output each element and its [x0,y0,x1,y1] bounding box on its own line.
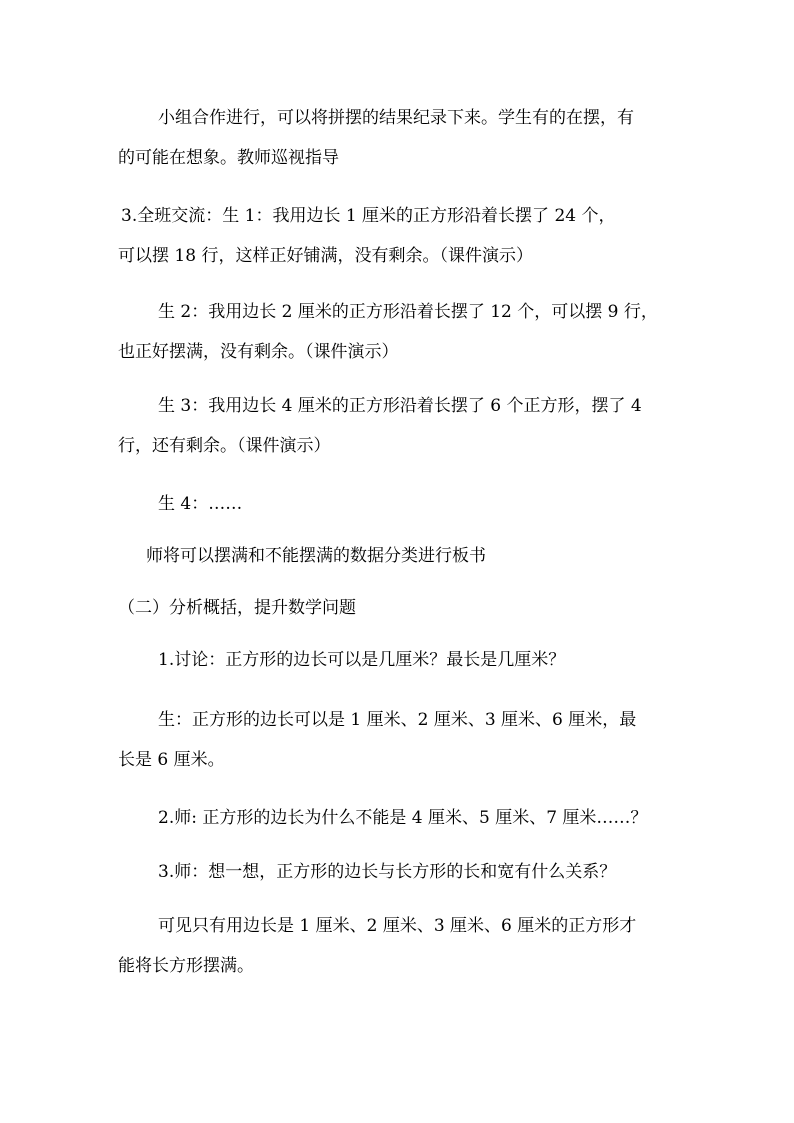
text-line: 小组合作进行，可以将拼摆的结果纪录下来。学生有的在摆，有 [158,108,634,128]
text-line: 3.全班交流：生 1：我用边长 1 厘米的正方形沿着长摆了 24 个， [121,206,616,226]
paragraph-student-4 [118,484,698,524]
text-line: 3.师：想一想，正方形的边长与长方形的长和宽有什么关系？ [158,862,617,882]
paragraph-conclusion [118,906,698,986]
text-line: 可见只有用边长是 1 厘米、2 厘米、3 厘米、6 厘米的正方形才 [158,916,637,936]
text-line: 行，还有剩余。（课件演示） [118,436,331,456]
paragraph-student-2 [118,292,698,372]
text-line: 生 2：我用边长 2 厘米的正方形沿着长摆了 12 个，可以摆 9 行， [158,302,658,322]
text-line: 师将可以摆满和不能摆满的数据分类进行板书 [146,546,486,566]
paragraph-discussion [118,640,698,680]
paragraph-student-answer [118,700,698,780]
section-heading [118,588,698,628]
paragraph-teacher-question-2 [118,798,698,838]
paragraph-group-work [118,98,698,178]
text-line: （二）分析概括，提升数学问题 [118,598,356,618]
paragraph-teacher-board [118,536,698,576]
paragraph-teacher-question-3 [118,852,698,892]
text-line: 能将长方形摆满。 [118,956,254,976]
text-line: 可以摆 18 行，这样正好铺满，没有剩余。（课件演示） [118,246,533,266]
text-line: 也正好摆满，没有剩余。（课件演示） [118,342,399,362]
paragraph-class-exchange [118,196,698,276]
text-line: 生 4：…… [158,494,243,514]
text-line: 1.讨论：正方形的边长可以是几厘米？最长是几厘米？ [158,650,566,670]
text-line: 长是 6 厘米。 [118,750,225,770]
text-line: 2.师: 正方形的边长为什么不能是 4 厘米、5 厘米、7 厘米……？ [158,808,648,828]
text-line: 生 3：我用边长 4 厘米的正方形沿着长摆了 6 个正方形，摆了 4 [158,396,642,416]
text-line: 生：正方形的边长可以是 1 厘米、2 厘米、3 厘米、6 厘米，最 [158,710,637,730]
text-line: 的可能在想象。教师巡视指导 [118,148,339,168]
paragraph-student-3 [118,386,698,466]
